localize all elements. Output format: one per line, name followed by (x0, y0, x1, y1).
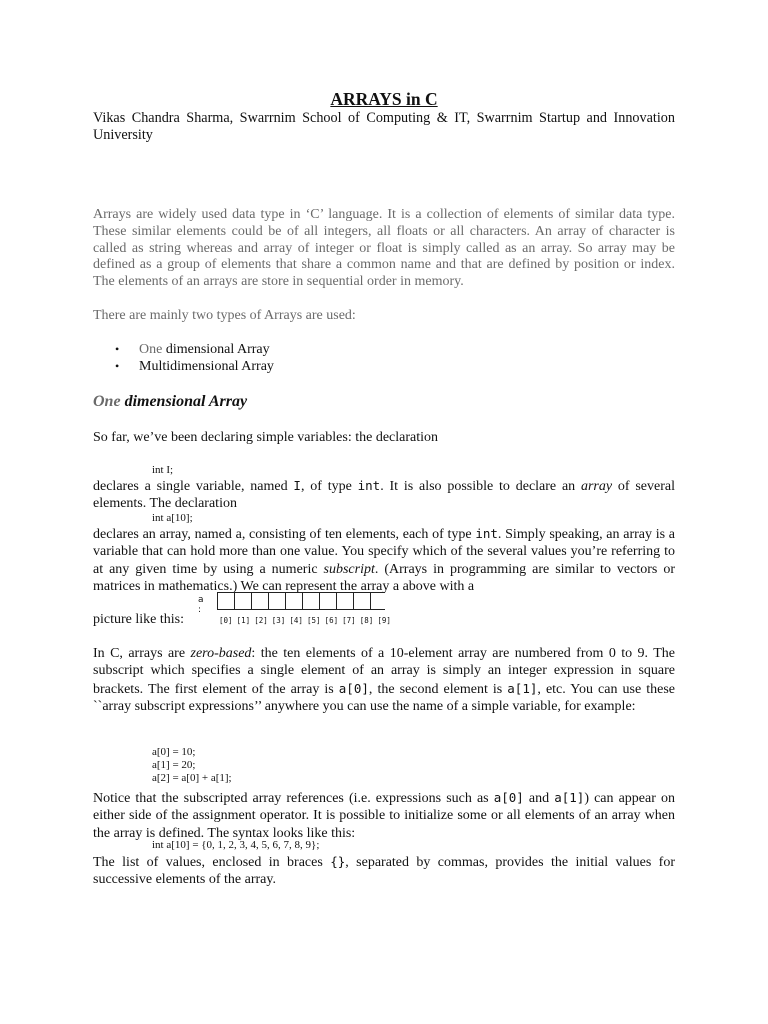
paragraph-subscripted-references: Notice that the subscripted array references (i.e. expressions such as a[0] and a[1]) can appear on either side of the assignment operator. It is possible to initialize some or all elements of an array when the array is defined. The syntax looks like this: (93, 790, 675, 841)
array-cell (218, 593, 235, 609)
array-cell (303, 593, 320, 609)
array-cells (217, 592, 385, 610)
array-cell (252, 593, 269, 609)
paragraph-declaration: So far, we’ve been declaring simple variables: the declaration (93, 430, 439, 445)
intro-types-line: There are mainly two types of Arrays are used: (93, 308, 356, 323)
bullet-icon: • (115, 359, 120, 373)
array-cell (269, 593, 286, 609)
array-types-list (93, 341, 274, 375)
author-line: Vikas Chandra Sharma, Swarrnim School of Computing & IT, Swarrnim Startup and Innovation University (93, 110, 675, 143)
section-heading: One dimensional Array (93, 393, 248, 410)
paragraph-zero-based: In C, arrays are zero-based: the ten elements of a 10-element array are numbered from 0 to 9. The subscript which specifies a single element of an array is simply an integer expression in square brackets. The first element of the array is a[0], the second element is a[1], etc. You can use these ``array subscript expressions’’ anywhere you can use the name of a simple variable, for example: (93, 646, 676, 715)
array-index: [7] (342, 616, 356, 625)
array-index: [2] (254, 616, 268, 625)
paragraph-array-declaration: declares an array, named a, consisting of ten elements, each of type int. Simply speaking, an array is a variable that can hold more than one value. You specify which of the several values you’re referring to at any given time by using a numeric subscript. (Arrays in programming are similar to vectors or matrices in mathematics.) We can represent the array a above with a (93, 526, 675, 595)
array-index: [8] (359, 616, 374, 625)
array-index: [5] (306, 616, 321, 625)
picture-caption: picture like this: (93, 612, 184, 627)
list-item: • One dimensional Array (115, 342, 270, 357)
array-index: [0] (219, 616, 233, 625)
intro-paragraph: Arrays are widely used data type in ‘C’ language. It is a collection of elements of similar data type. These similar elements could be of all integers, all floats or all characters. An array of character is called as string whereas and array of integer or float is simply called as an array. So array may be defined as a group of elements that share a common name and that are defined by position or index. The elements of an arrays are store in sequential order in memory. (93, 207, 675, 290)
array-index: [3] (271, 616, 286, 625)
paragraph-initial-values: The list of values, enclosed in braces {}, separated by commas, provides the initial values for successive elements of the array. (93, 854, 675, 888)
code-assignments: a[0] = 10; a[1] = 20; a[2] = a[0] + a[1]; (152, 746, 232, 784)
array-index: [9] (377, 616, 391, 625)
array-cell (286, 593, 303, 609)
array-cell (337, 593, 354, 609)
document-title: ARRAYS in C (330, 89, 438, 109)
bullet-icon: • (115, 342, 120, 356)
array-cell (354, 593, 371, 609)
code-int-array: int a[10]; (152, 512, 193, 524)
code-int-i: int I; (152, 464, 174, 476)
array-cell (320, 593, 337, 609)
array-index: [4] (289, 616, 303, 625)
array-cell (371, 593, 385, 609)
list-item: • Multidimensional Array (115, 359, 274, 374)
array-diagram-label: a : (198, 595, 204, 615)
array-index: [6] (324, 616, 339, 625)
array-cell (235, 593, 252, 609)
paragraph-single-variable: declares a single variable, named I, of type int. It is also possible to declare an array of several elements. The declaration (93, 478, 675, 512)
code-initializer: int a[10] = {0, 1, 2, 3, 4, 5, 6, 7, 8, 9}; (152, 839, 320, 851)
array-index: [1] (236, 616, 251, 625)
